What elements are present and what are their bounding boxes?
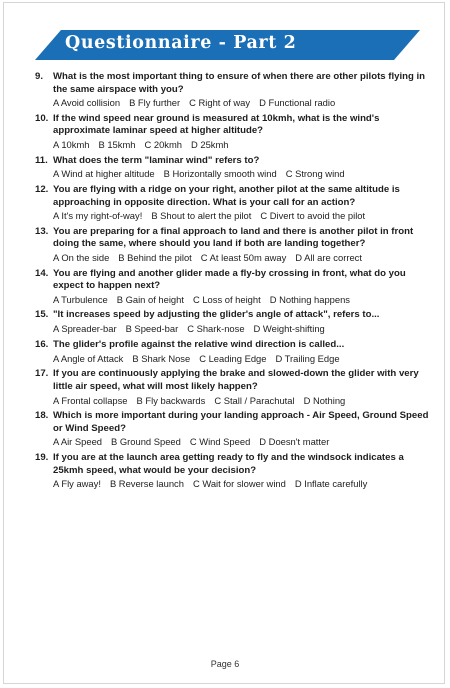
question-number: 18. <box>35 410 49 422</box>
question-text <box>35 368 435 393</box>
answer-option: D Weight-shifting <box>253 323 325 335</box>
question-item <box>35 113 435 155</box>
answer-option: D Trailing Edge <box>275 352 340 364</box>
answer-option: A On the side <box>53 252 110 264</box>
question-item <box>35 226 435 268</box>
answer-option: C Shark-nose <box>187 323 245 335</box>
question-item <box>35 184 435 226</box>
answer-option: C At least 50m away <box>200 252 287 264</box>
answer-option: C Leading Edge <box>199 352 267 364</box>
answer-option: C Strong wind <box>285 168 345 180</box>
question-item <box>35 309 435 339</box>
answer-option: B Gain of height <box>116 293 184 305</box>
question-item <box>35 339 435 369</box>
question-body: If you are continuously applying the brake and slowed-down the glider with very little air speed, what will most likely happen? <box>53 368 419 393</box>
answer-option: A Spreader-bar <box>53 323 117 335</box>
question-body: If you are at the launch area getting ready to fly and the windsock indicates a 25kmh speed, what would be your decision? <box>53 452 404 476</box>
question-body: What does the term "laminar wind" refers to? <box>53 154 260 166</box>
answer-option: B 15kmh <box>98 138 136 150</box>
page-title: Questionnaire - Part 2 <box>65 33 297 53</box>
answer-option: B Shark Nose <box>132 352 191 364</box>
question-body: You are flying and another glider made a fly-by crossing in front, what do you expect to happen next? <box>53 267 406 292</box>
answer-options <box>53 478 435 490</box>
question-number: 12. <box>35 184 49 196</box>
answer-options <box>53 294 435 306</box>
answer-option: B Fly further <box>129 97 181 109</box>
question-item <box>35 268 435 310</box>
question-item <box>35 410 435 452</box>
question-number: 17. <box>35 368 49 380</box>
answer-option: B Reverse launch <box>109 478 184 490</box>
question-body: You are preparing for a final approach to land and there is another pilot in front doing the same, where should you land if both are landing together? <box>53 225 414 250</box>
answer-option: D Nothing happens <box>269 293 350 305</box>
answer-option: A Air Speed <box>53 436 102 448</box>
question-text <box>35 452 435 477</box>
question-item <box>35 368 435 410</box>
answer-option: A Fly away! <box>53 478 101 490</box>
question-body: "It increases speed by adjusting the glider's angle of attack", refers to... <box>53 309 380 321</box>
answer-options <box>53 436 435 448</box>
answer-option: C Right of way <box>189 97 251 109</box>
answer-options <box>53 323 435 335</box>
question-text <box>35 339 435 352</box>
answer-option: B Shout to alert the pilot <box>151 210 252 222</box>
answer-option: A Turbulence <box>53 293 108 305</box>
question-item <box>35 155 435 185</box>
question-number: 14. <box>35 267 49 279</box>
question-text <box>35 226 435 251</box>
answer-option: A It's my right-of-way! <box>53 210 143 222</box>
question-number: 19. <box>35 452 49 464</box>
answer-option: C 20kmh <box>144 138 182 150</box>
answer-option: D Inflate carefully <box>294 478 368 490</box>
answer-option: B Speed-bar <box>125 323 179 335</box>
answer-option: A 10kmh <box>53 138 90 150</box>
question-number: 9. <box>35 71 44 82</box>
answer-option: C Divert to avoid the pilot <box>260 210 366 222</box>
answer-option: A Avoid collision <box>53 97 121 109</box>
question-body: Which is more important during your landing approach - Air Speed, Ground Speed or Wind Speed? <box>53 410 429 434</box>
question-item <box>35 71 435 113</box>
question-text <box>35 155 435 168</box>
answer-option: D Doesn't matter <box>259 436 330 448</box>
question-number: 16. <box>35 338 49 350</box>
answer-option: B Behind the pilot <box>118 252 192 264</box>
question-body: What is the most important thing to ensure of when there are other pilots flying in the same airspace with you? <box>53 71 426 95</box>
answer-options <box>53 210 435 222</box>
answer-options <box>53 395 435 407</box>
answer-option: C Wind Speed <box>189 436 251 448</box>
answer-options <box>53 97 435 109</box>
question-text <box>35 71 435 96</box>
question-number: 15. <box>35 309 49 321</box>
answer-options <box>53 168 435 180</box>
answer-option: A Wind at higher altitude <box>53 168 155 180</box>
answer-option: D Functional radio <box>259 97 336 109</box>
answer-option: D Nothing <box>303 394 346 406</box>
answer-option: B Ground Speed <box>111 436 181 448</box>
title-banner <box>35 30 420 60</box>
answer-option: C Wait for slower wind <box>192 478 286 490</box>
answer-option: C Loss of height <box>192 293 261 305</box>
answer-options <box>53 139 435 151</box>
answer-options <box>53 252 435 264</box>
question-body: If the wind speed near ground is measured at 10kmh, what is the wind's approximate laminar speed at higher altitude? <box>53 112 380 137</box>
question-text <box>35 113 435 138</box>
question-text <box>35 309 435 322</box>
answer-option: B Fly backwards <box>136 394 206 406</box>
question-body: You are flying with a ridge on your right, another pilot at the same altitude is approaching in opposite direction. What is your call for an action? <box>53 184 400 208</box>
answer-option: D All are correct <box>295 252 362 264</box>
question-item <box>35 452 435 494</box>
question-text <box>35 184 435 209</box>
question-number: 10. <box>35 112 49 124</box>
answer-option: D 25kmh <box>191 138 229 150</box>
answer-option: B Horizontally smooth wind <box>163 168 277 180</box>
page-number: Page 6 <box>210 659 240 669</box>
question-list <box>35 71 435 494</box>
answer-options <box>53 353 435 365</box>
question-number: 11. <box>35 154 48 166</box>
question-body: The glider's profile against the relative wind direction is called... <box>53 338 345 350</box>
answer-option: A Angle of Attack <box>53 352 124 364</box>
question-number: 13. <box>35 225 49 237</box>
question-text <box>35 410 435 435</box>
answer-option: C Stall / Parachutal <box>214 394 295 406</box>
answer-option: A Frontal collapse <box>53 394 128 406</box>
question-text <box>35 268 435 293</box>
